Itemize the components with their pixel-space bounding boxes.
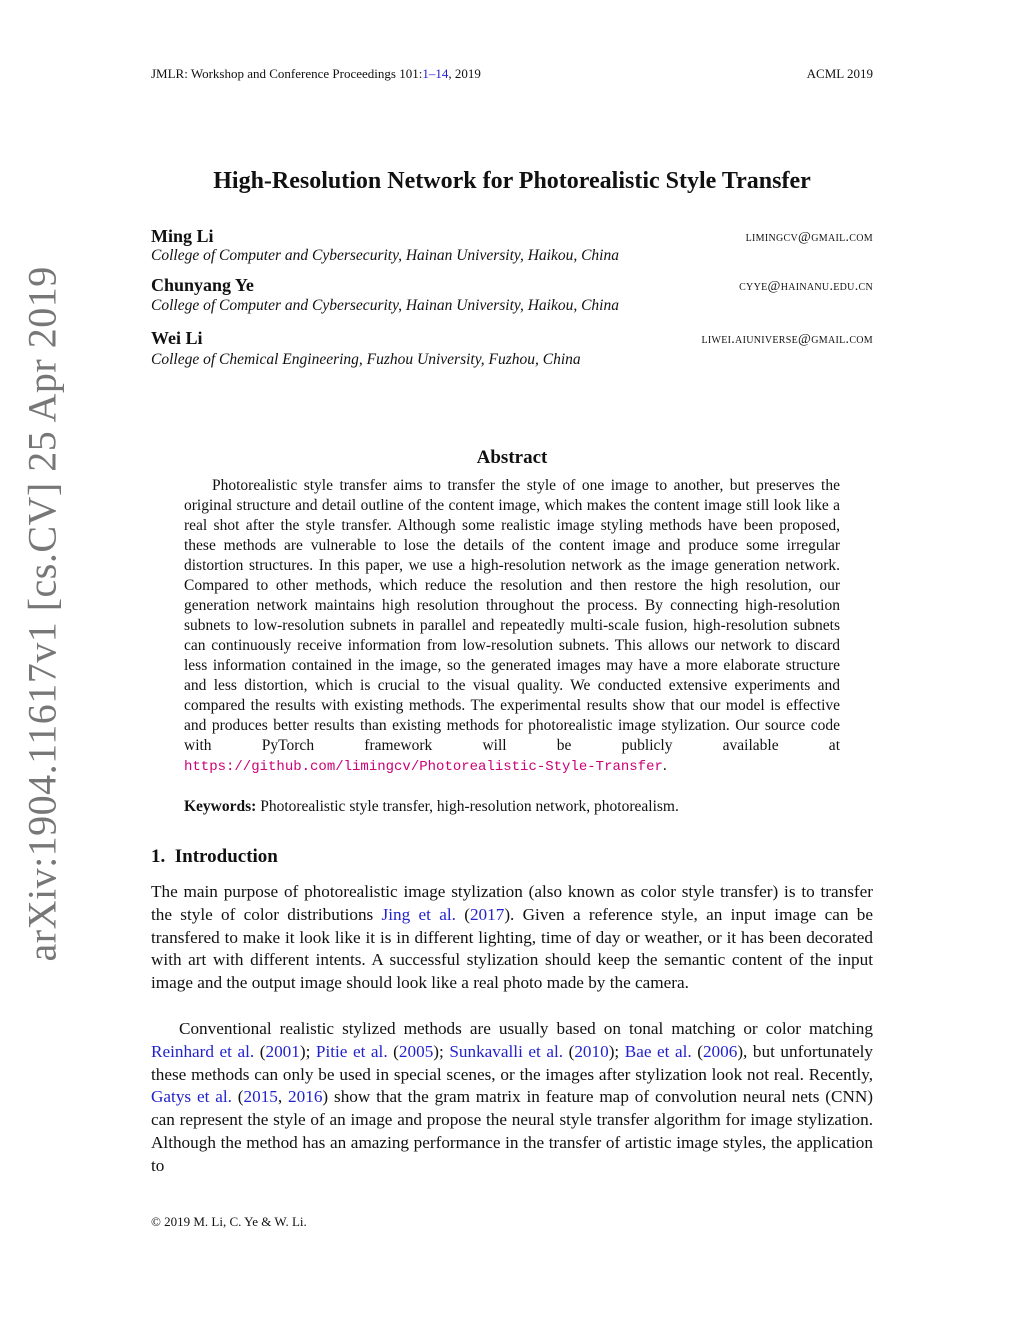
author-affiliation: College of Chemical Engineering, Fuzhou University, Fuzhou, China [151, 351, 581, 368]
citation-link[interactable]: Pitie et al. [315, 1041, 388, 1061]
keywords [184, 798, 840, 816]
citation-link[interactable]: Jing et al. [381, 904, 456, 924]
citation-link[interactable]: Gatys et al. [151, 1087, 232, 1107]
intro-paragraph-2 [151, 1018, 873, 1178]
abstract-heading: Abstract [476, 447, 548, 468]
text: ); [299, 1041, 316, 1061]
citation-link[interactable]: Reinhard et al. [151, 1041, 255, 1061]
author-email[interactable]: liwei.aiuniverse@gmail.com [701, 332, 873, 347]
conference-name: ACML 2019 [806, 66, 873, 81]
author-affiliation: College of Computer and Cybersecurity, Hainan University, Haikou, China [151, 247, 619, 264]
author-name: Ming Li [151, 226, 214, 246]
text: ); [608, 1041, 625, 1061]
text: Conventional realistic stylized methods are usually based on tonal matching or color matching [179, 1019, 873, 1038]
section-heading [151, 846, 278, 868]
author-1 [151, 226, 873, 247]
journal-name: JMLR: Workshop and Conference Proceedings 101: [151, 66, 423, 81]
intro-paragraph-1 [151, 881, 873, 995]
citation-link[interactable]: Sunkavalli et al. [449, 1041, 564, 1061]
paper-title: High-Resolution Network for Photorealistic Style Transfer [213, 168, 811, 194]
text: ( [254, 1041, 266, 1061]
page-range-link[interactable]: 1–14 [422, 66, 449, 81]
text: The main purpose of photorealistic image stylization (also known as color style transfer) is to transfer the style of color distributions [151, 882, 873, 924]
citation-link[interactable]: Bae et al. [624, 1041, 692, 1061]
citation-year-link[interactable]: 2010 [574, 1041, 609, 1061]
author-email[interactable]: limingcv@gmail.com [745, 230, 873, 245]
text: ). Given a reference style, an input image can be transfered to make it look like it is in different lighting, time of day or weather, or it has been decorated with art with different intents. A successful stylization should keep the semantic content of the input image and the output image should look like a real photo made by the camera. [151, 904, 873, 993]
section-number: 1. [151, 846, 166, 867]
abstract-text: Photorealistic style transfer aims to transfer the style of one image to another, but preserves the original structure and detail outline of the content image, which makes the content image still look like a real shot after the style transfer. Although some realistic image styling methods have been proposed, these methods are vulnerable to lose the details of the content image and produce some irregular distortion structures. In this paper, we use a high-resolution network as the image generation network. Compared to other methods, which reduce the resolution and then restore the high resolution, our generation network maintains high resolution throughout the process. By connecting high-resolution subnets to low-resolution subnets in parallel and repeatedly multi-scale fusion, high-resolution subnets can continuously receive information from low-resolution subnets. This allows our network to discard less information contained in the image, so the generated images may have a more elaborate structure and less distortion, which is crucial to the visual quality. We conducted extensive experiments and compared the results with existing methods. The experimental results show that our model is effective and produces better results than existing methods for photorealistic image stylization. Our source code with PyTorch framework will be publicly available at [184, 477, 840, 754]
source-code-link[interactable]: https://github.com/limingcv/Photorealistic-Style-Transfer [184, 759, 663, 775]
text: ), but unfortunately these methods can only be used in special scenes, or the images after stylization look not real. Recently, [151, 1041, 873, 1084]
journal-year: , 2019 [448, 66, 481, 81]
text: ( [387, 1041, 399, 1061]
text: , [277, 1087, 289, 1107]
text: ) show that the gram matrix in feature map of convolution neural nets (CNN) can represent the style of an image and propose the neural style transfer algorithm for image stylization. Although the method has an amazing performance in the transfer of artistic image styles, the application to [151, 1087, 873, 1175]
running-header [151, 66, 481, 82]
text: ); [433, 1041, 450, 1061]
citation-year-link[interactable]: 2005 [398, 1041, 434, 1061]
text: ( [563, 1041, 575, 1061]
author-3 [151, 328, 873, 349]
author-2 [151, 275, 873, 296]
keywords-label: Keywords: [184, 798, 257, 815]
citation-year-link[interactable]: 2015 [243, 1087, 278, 1107]
author-affiliation: College of Computer and Cybersecurity, Hainan University, Haikou, China [151, 297, 619, 314]
text: ( [455, 904, 470, 924]
text: ( [231, 1087, 244, 1107]
arxiv-stamp: arXiv:1904.11617v1 [cs.CV] 25 Apr 2019 [19, 266, 65, 962]
author-name: Wei Li [151, 328, 203, 348]
text: ( [691, 1041, 703, 1061]
citation-year-link[interactable]: 2017 [469, 904, 505, 924]
abstract-body [184, 476, 840, 777]
citation-year-link[interactable]: 2006 [702, 1041, 738, 1061]
citation-year-link[interactable]: 2016 [288, 1087, 323, 1107]
abstract-end: . [662, 757, 667, 774]
author-name: Chunyang Ye [151, 275, 254, 295]
keywords-text: Photorealistic style transfer, high-resolution network, photorealism. [256, 798, 679, 815]
author-email[interactable]: cyye@hainanu.edu.cn [739, 279, 873, 294]
citation-year-link[interactable]: 2001 [265, 1041, 300, 1061]
copyright-footer: © 2019 M. Li, C. Ye & W. Li. [151, 1214, 307, 1229]
section-title: Introduction [174, 846, 278, 867]
